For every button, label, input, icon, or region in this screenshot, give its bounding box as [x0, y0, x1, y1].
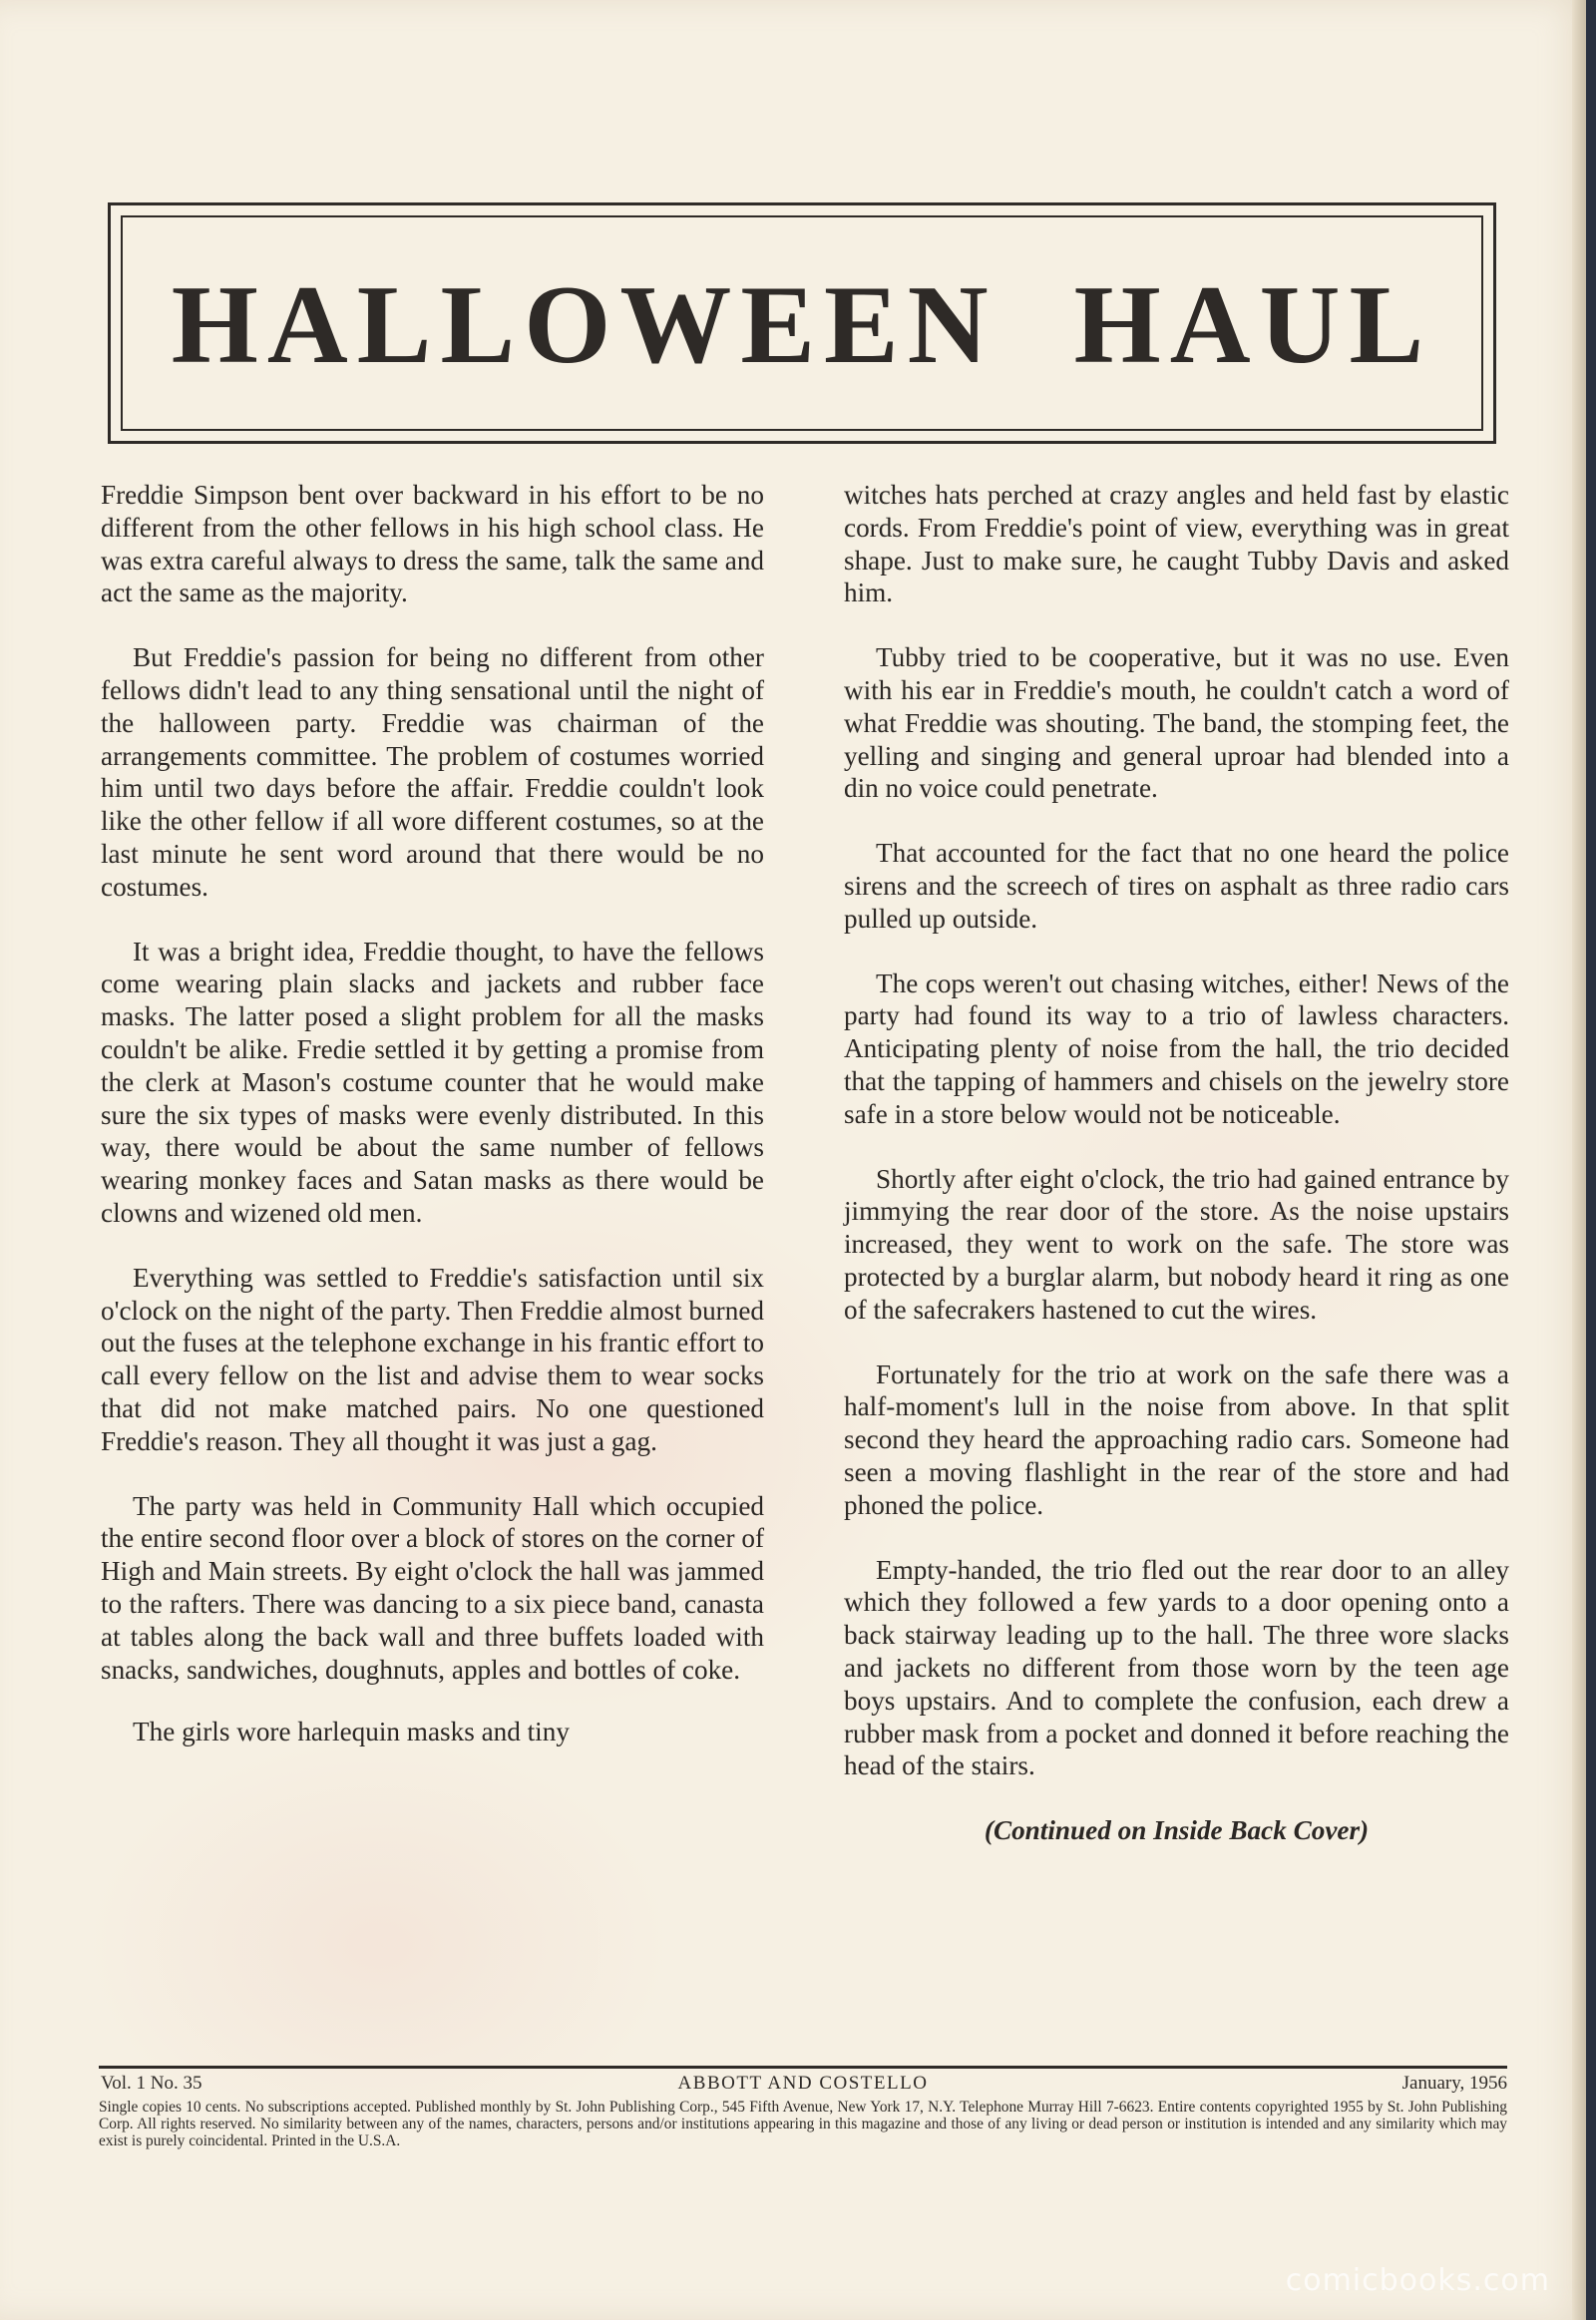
paragraph: Freddie Simpson bent over backward in his effort to be no different from the other fellows in his high school class. He was extra careful always to dress the same, talk the same and act the same as the majority.	[101, 480, 764, 608]
paragraph: But Freddie's passion for being no different from other fellows didn't lead to any thing sensational until the night of the halloween party. Freddie was chairman of the arrangements committee. The problem of costumes worried him until two days before the affair. Freddie couldn't look like the other fellow if all wore different costumes, so at the last minute he sent word around that there would be no costumes.	[101, 642, 764, 902]
paragraph: The girls wore harlequin masks and tiny	[133, 1717, 570, 1747]
paragraph: Tubby tried to be cooperative, but it was no use. Even with his ear in Freddie's mouth, he couldn't catch a word of what Freddie was shouting. The band, the stomping feet, the yelling and singing and general uproar had blended into a din no voice could penetrate.	[844, 642, 1509, 804]
watermark: comicbooks.com	[1285, 2263, 1550, 2298]
footer-header	[99, 2073, 1507, 2099]
footer-rule	[99, 2066, 1507, 2069]
paragraph: It was a bright idea, Freddie thought, to have the fellows come wearing plain slacks and jackets and rubber face masks. The latter posed a slight problem for all the masks couldn't be alike. Fredie settled it by getting a promise from the clerk at Mason's costume counter that he would make sure the six types of masks were evenly distributed. In this way, there would be about the same number of fellows wearing monkey faces and Satan masks as there would be clowns and wizened old men.	[101, 936, 764, 1228]
continued-note: (Continued on Inside Back Cover)	[984, 1815, 1370, 1846]
indicia-fine-print: Single copies 10 cents. No subscriptions accepted. Published monthly by St. John Publishing Corp., 545 Fifth Avenue, New York 17, N.Y. Telephone Murray Hill 7-6623. Entire contents copyrighted 1955 by St. John Publishing Corp. All rights reserved. No similarity between any of the names, characters, persons and/or institutions appearing in this magazine and those of any living or dead person or institution is intended and any similarity which may exist is purely coincidental. Printed in the U.S.A.	[99, 2099, 1507, 2149]
paragraph: witches hats perched at crazy angles and held fast by elastic cords. From Freddie's point of view, everything was in great shape. Just to make sure, he caught Tubby Davis and asked him.	[844, 480, 1509, 608]
paragraph: Empty-handed, the trio fled out the rear door to an alley which they followed a few yards to a door opening onto a back stairway leading up to the hall. The three wore slacks and jackets no different from those worn by the teen age boys upstairs. And to complete the confusion, each drew a rubber mask from a pocket and donned it before reaching the head of the stairs.	[844, 1554, 1509, 1781]
title-box-inner	[121, 215, 1483, 431]
magazine-name: ABBOTT AND COSTELLO	[677, 2073, 929, 2094]
story-title: HALLOWEEN HAUL	[171, 263, 1433, 387]
right-column	[844, 479, 1509, 1879]
issue-date: January, 1956	[1401, 2073, 1507, 2094]
page-edge	[1572, 0, 1586, 2320]
paragraph: The cops weren't out chasing witches, either! News of the party had found its way to a trio of lawless characters. Anticipating plenty of noise from the hall, the trio decided that the tapping of hammers and chisels on the jewelry store safe in a store below would not be noticeable.	[844, 967, 1509, 1129]
paragraph: Everything was settled to Freddie's satisfaction until six o'clock on the night of the party. Then Freddie almost burned out the fuses at the telephone exchange in his frantic effort to call every fellow on the list and advise them to wear socks that did not make matched pairs. No one questioned Freddie's reason. They all thought it was just a gag.	[101, 1262, 764, 1456]
paragraph: The party was held in Community Hall which occupied the entire second floor over a block of stores on the corner of High and Main streets. By eight o'clock the hall was jammed to the rafters. There was dancing to a six piece band, canasta at tables along the back wall and three buffets loaded with snacks, sandwiches, doughnuts, apples and bottles of coke.	[101, 1490, 764, 1685]
paragraph: That accounted for the fact that no one heard the police sirens and the screech of tires on asphalt as three radio cars pulled up outside.	[844, 838, 1509, 934]
paragraph: Shortly after eight o'clock, the trio had gained entrance by jimmying the rear door of the store. As the noise upstairs increased, they went to work on the safe. The store was protected by a burglar alarm, but nobody heard it ring as one of the safecrakers hastened to cut the wires.	[844, 1163, 1509, 1325]
title-box	[108, 202, 1496, 444]
left-column	[101, 479, 764, 1780]
volume-number: Vol. 1 No. 35	[101, 2073, 202, 2094]
paragraph: Fortunately for the trio at work on the safe there was a half-moment's lull in the noise from above. In that split second they heard the approaching radio cars. Someone had seen a moving flashlight in the rear of the store and had phoned the police.	[844, 1358, 1509, 1520]
